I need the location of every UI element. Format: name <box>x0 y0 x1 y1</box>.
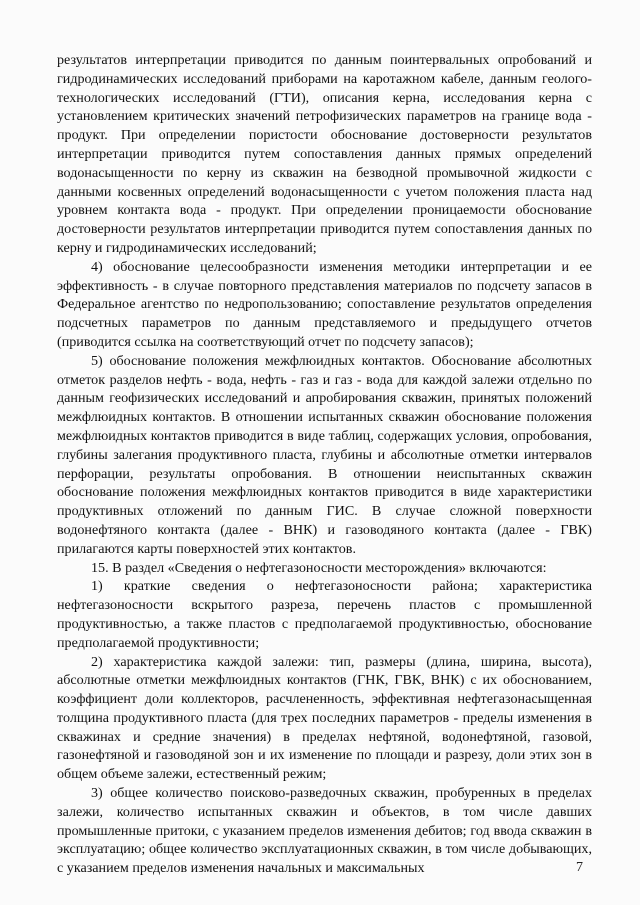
paragraph-section-15-item-3: 3) общее количество поисково-разведочных скважин, пробуренных в пределах залежи, количество испытанных скважин и объектов, в том числе давших промышленные притоки, с указанием пределов изменения дебитов; год ввода скважин в эксплуатацию; общее количество эксплуатационных скважин, в том числе добывающих, с указанием пределов изменения начальных и максимальных <box>57 785 592 877</box>
paragraph-section-15-item-2: 2) характеристика каждой залежи: тип, размеры (длина, ширина, высота), абсолютные отметки межфлюидных контактов (ГНК, ГВК, ВНК) с их обоснованием, коэффициент доли коллекторов, расчлененность, эффективная нефтегазонасыщенная толщина продуктивного пласта (для трех последних параметров - пределы изменения в скважинах и средние значения) в пределах нефтяной, водонефтяной, газовой, газонефтяной и газоводяной зон и их изменение по площади и разрезу, доли этих зон в общем объеме залежи, естественный режим; <box>57 653 592 783</box>
paragraph-item-5: 5) обоснование положения межфлюидных контактов. Обоснование абсолютных отметок разделов нефть - вода, нефть - газ и газ - вода для каждой залежи отдельно по данным геофизических исследований и апробирования скважин, принятых положений межфлюидных контактов. В отношении испытанных скважин обоснование положения межфлюидных контактов приводится в виде таблиц, содержащих условия, опробования, глубины залегания продуктивного пласта, глубины и абсолютные отметки интервалов перфорации, результаты опробования. В отношении неиспытанных скважин обоснование положения межфлюидных контактов приводится в виде характеристики продуктивных отложений по данным ГИС. В случае сложной поверхности водонефтяного контакта (далее - ВНК) и газоводяного контакта (далее - ГВК) прилагаются карты поверхностей этих контактов. <box>57 352 592 557</box>
page-number: 7 <box>576 860 583 875</box>
body-text <box>57 51 592 878</box>
paragraph-section-15-item-1: 1) краткие сведения о нефтегазоносности района; характеристика нефтегазоносности вскрытого разреза, перечень пластов с промышленной продуктивностью, а также пластов с предполагаемой продуктивностью, обоснование предполагаемой продуктивности; <box>57 578 592 651</box>
paragraph-section-15-heading: 15. В раздел «Сведения о нефтегазоносности месторождения» включаются: <box>91 559 547 576</box>
paragraph-item-4: 4) обоснование целесообразности изменения методики интерпретации и ее эффективность - в случае повторного представления материалов по подсчету запасов в Федеральное агентство по недропользованию; сопоставление результатов определения подсчетных параметров по данным представляемого и предыдущего отчетов (приводится ссылка на соответствующий отчет по подсчету запасов); <box>57 258 592 350</box>
paragraph-interpretation-results: результатов интерпретации приводится по данным поинтервальных опробований и гидродинамических исследований приборами на каротажном кабеле, данным геолого-технологических исследований (ГТИ), описания керна, исследования керна с установлением критических значений петрофизических параметров на границе вода - продукт. При определении пористости обоснование достоверности результатов интерпретации приводится путем сопоставления данных прямых определений водонасыщенности по керну из скважин на безводной промывочной жидкости с данными косвенных определений водонасыщенности с учетом положения пласта над уровнем контакта вода - продукт. При определении проницаемости обоснование достоверности результатов интерпретации приводится путем сопоставления данных по керну и гидродинамических исследований; <box>57 52 592 256</box>
